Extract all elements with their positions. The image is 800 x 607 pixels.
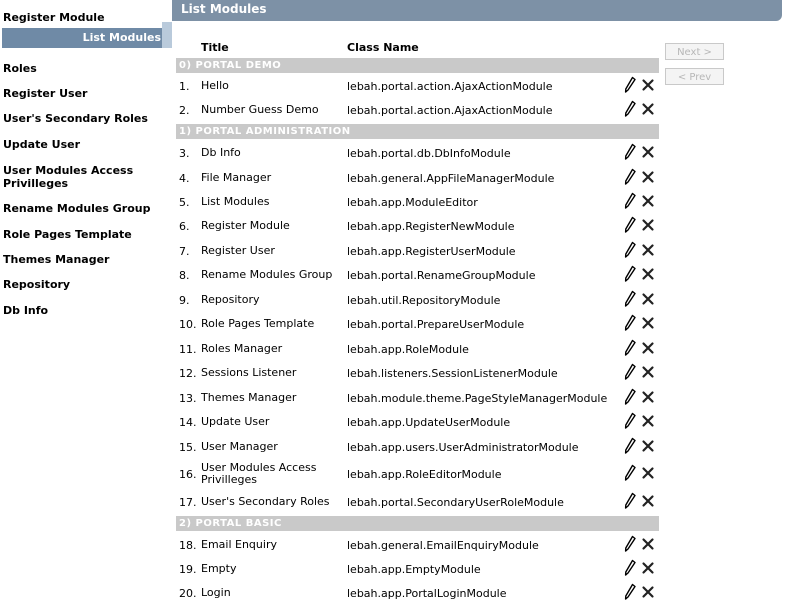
module-class-name: lebah.portal.PrepareUserModule (347, 318, 525, 331)
group-header (176, 58, 659, 73)
table-row (176, 437, 659, 459)
table-row (176, 168, 659, 190)
close-icon[interactable] (641, 242, 655, 258)
pencil-icon[interactable] (623, 314, 637, 332)
row-number: 16. (179, 468, 197, 481)
row-number: 12. (179, 367, 197, 380)
module-title: Register Module (201, 219, 290, 232)
row-number: 18. (179, 539, 197, 552)
pencil-icon[interactable] (623, 192, 637, 210)
sidebar-item-rename-modules-group[interactable]: Rename Modules Group (3, 202, 151, 215)
sidebar-item-label: List Modules (82, 31, 161, 44)
module-title: User Manager (201, 440, 278, 453)
module-title: Role Pages Template (201, 317, 315, 330)
pencil-icon[interactable] (623, 437, 637, 455)
sidebar-item-role-pages-template[interactable]: Role Pages Template (3, 228, 132, 241)
module-title: Repository (201, 293, 260, 306)
pencil-icon[interactable] (623, 388, 637, 406)
row-number: 9. (179, 294, 190, 307)
sidebar (0, 0, 172, 607)
pencil-icon[interactable] (623, 265, 637, 283)
close-icon[interactable] (641, 315, 655, 331)
module-class-name: lebah.general.AppFileManagerModule (347, 172, 555, 185)
sidebar-item-access-privilleges[interactable]: User Modules Access Privilleges (3, 164, 134, 190)
table-row (176, 583, 659, 605)
module-title: User Modules Access Privilleges (201, 461, 317, 486)
sidebar-item-themes-manager[interactable]: Themes Manager (3, 253, 110, 266)
module-class-name: lebah.app.PortalLoginModule (347, 587, 507, 600)
module-class-name: lebah.module.theme.PageStyleManagerModule (347, 392, 608, 405)
module-title: Rename Modules Group (201, 268, 333, 281)
prev-button[interactable]: < Prev (665, 68, 724, 85)
module-class-name: lebah.app.users.UserAdministratorModule (347, 441, 579, 454)
pencil-icon[interactable] (623, 216, 637, 234)
pencil-icon[interactable] (623, 363, 637, 381)
row-number: 17. (179, 496, 197, 509)
module-title: Sessions Listener (201, 366, 297, 379)
group-name: 2) PORTAL BASIC (179, 518, 282, 529)
row-number: 13. (179, 392, 197, 405)
row-number: 8. (179, 269, 190, 282)
close-icon[interactable] (641, 389, 655, 405)
close-icon[interactable] (641, 101, 655, 117)
sidebar-item-register-user[interactable]: Register User (3, 87, 88, 100)
pencil-icon[interactable] (623, 464, 637, 482)
row-number: 20. (179, 587, 197, 600)
module-class-name: lebah.app.RegisterNewModule (347, 220, 515, 233)
row-number: 10. (179, 318, 197, 331)
table-row (176, 241, 659, 263)
module-class-name: lebah.app.RegisterUserModule (347, 245, 516, 258)
module-class-name: lebah.util.RepositoryModule (347, 294, 501, 307)
table-row (176, 388, 659, 410)
row-number: 3. (179, 147, 190, 160)
row-number: 19. (179, 563, 197, 576)
next-button[interactable]: Next > (665, 43, 724, 60)
module-title: Email Enquiry (201, 538, 277, 551)
row-number: 7. (179, 245, 190, 258)
table-row (176, 412, 659, 434)
module-class-name: lebah.portal.RenameGroupModule (347, 269, 536, 282)
module-title: File Manager (201, 171, 272, 184)
module-title: Themes Manager (201, 391, 297, 404)
table-row (176, 192, 659, 214)
module-title: User's Secondary Roles (201, 495, 330, 508)
sidebar-item-register-module[interactable]: Register Module (3, 11, 105, 24)
module-title: Register User (201, 244, 275, 257)
table-row (176, 76, 659, 98)
module-class-name: lebah.portal.SecondaryUserRoleModule (347, 496, 564, 509)
table-row (176, 492, 659, 514)
pencil-icon[interactable] (623, 76, 637, 94)
pencil-icon[interactable] (623, 559, 637, 577)
row-number: 6. (179, 220, 190, 233)
close-icon[interactable] (641, 340, 655, 356)
sidebar-item-roles[interactable]: Roles (3, 62, 37, 75)
sidebar-item-repository[interactable]: Repository (3, 278, 71, 291)
pencil-icon[interactable] (623, 290, 637, 308)
module-class-name: lebah.portal.db.DbInfoModule (347, 147, 511, 160)
row-number: 4. (179, 172, 190, 185)
module-title: Hello (201, 79, 229, 92)
close-icon[interactable] (641, 193, 655, 209)
module-title: Update User (201, 415, 270, 428)
sidebar-item-update-user[interactable]: Update User (3, 138, 81, 151)
module-class-name: lebah.app.RoleModule (347, 343, 469, 356)
close-icon[interactable] (641, 536, 655, 552)
table-row (176, 143, 659, 165)
pencil-icon[interactable] (623, 583, 637, 601)
close-icon[interactable] (641, 144, 655, 160)
module-class-name: lebah.app.ModuleEditor (347, 196, 478, 209)
sidebar-item-db-info[interactable]: Db Info (3, 304, 49, 317)
close-icon[interactable] (641, 438, 655, 454)
module-title: Roles Manager (201, 342, 283, 355)
sidebar-item-list-modules[interactable] (2, 28, 162, 48)
module-class-name: lebah.app.RoleEditorModule (347, 468, 502, 481)
module-title: Number Guess Demo (201, 103, 319, 116)
module-class-name: lebah.app.UpdateUserModule (347, 416, 511, 429)
close-icon[interactable] (641, 493, 655, 509)
row-number: 1. (179, 80, 190, 93)
close-icon[interactable] (641, 364, 655, 380)
table-row (176, 363, 659, 385)
table-row (176, 290, 659, 312)
table-row (176, 339, 659, 361)
page-title: List Modules (181, 2, 267, 16)
pencil-icon[interactable] (623, 535, 637, 553)
table-row (176, 461, 659, 486)
row-number: 11. (179, 343, 197, 356)
pencil-icon[interactable] (623, 241, 637, 259)
pencil-icon[interactable] (623, 412, 637, 430)
pencil-icon[interactable] (623, 100, 637, 118)
pencil-icon[interactable] (623, 339, 637, 357)
table-row (176, 314, 659, 336)
group-name: 0) PORTAL DEMO (179, 60, 282, 71)
close-icon[interactable] (641, 169, 655, 185)
row-number: 15. (179, 441, 197, 454)
module-title: List Modules (201, 195, 270, 208)
group-header (176, 124, 659, 139)
table-row (176, 100, 659, 122)
table-row (176, 216, 659, 238)
sidebar-item-secondary-roles[interactable]: User's Secondary Roles (3, 112, 148, 125)
close-icon[interactable] (641, 291, 655, 307)
pencil-icon[interactable] (623, 143, 637, 161)
row-number: 5. (179, 196, 190, 209)
module-class-name: lebah.app.EmptyModule (347, 563, 481, 576)
close-icon[interactable] (641, 413, 655, 429)
pencil-icon[interactable] (623, 492, 637, 510)
pencil-icon[interactable] (623, 168, 637, 186)
table-row (176, 265, 659, 287)
close-icon[interactable] (641, 584, 655, 600)
group-name: 1) PORTAL ADMINISTRATION (179, 126, 351, 137)
row-number: 14. (179, 416, 197, 429)
column-header-class-name: Class Name (347, 41, 419, 54)
row-number: 2. (179, 104, 190, 117)
page-header (172, 0, 782, 21)
table-row (176, 535, 659, 557)
column-header-title: Title (201, 41, 229, 54)
module-title: Login (201, 586, 231, 599)
module-class-name: lebah.portal.action.AjaxActionModule (347, 80, 553, 93)
module-title: Empty (201, 562, 237, 575)
close-icon[interactable] (641, 217, 655, 233)
module-class-name: lebah.listeners.SessionListenerModule (347, 367, 558, 380)
close-icon[interactable] (641, 465, 655, 481)
table-row (176, 559, 659, 581)
module-class-name: lebah.portal.action.AjaxActionModule (347, 104, 553, 117)
close-icon[interactable] (641, 560, 655, 576)
group-header (176, 516, 659, 531)
module-title: Db Info (201, 146, 241, 159)
close-icon[interactable] (641, 266, 655, 282)
close-icon[interactable] (641, 77, 655, 93)
sidebar-separator (162, 22, 172, 48)
module-class-name: lebah.general.EmailEnquiryModule (347, 539, 539, 552)
